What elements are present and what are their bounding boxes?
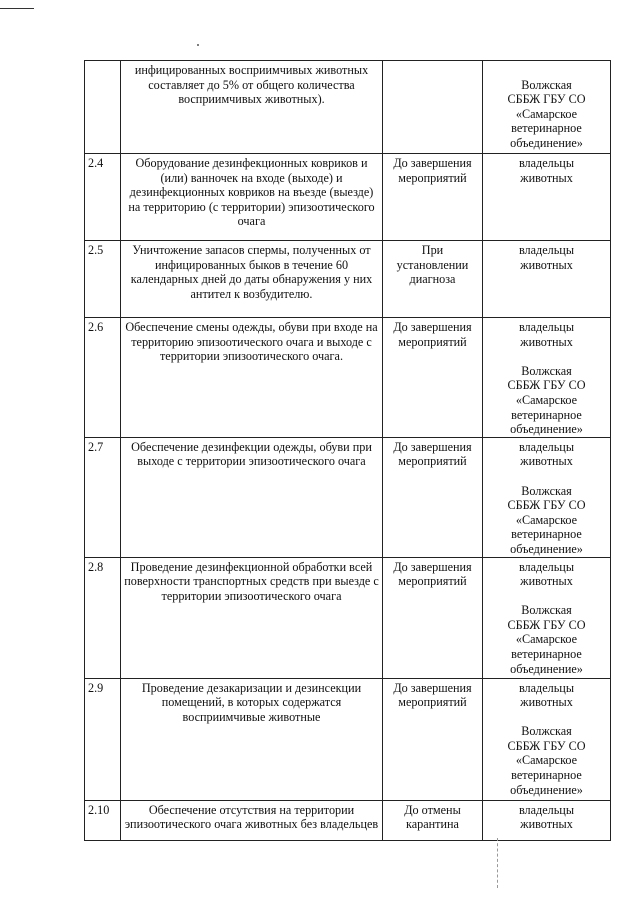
responsible-line: объединение» bbox=[510, 782, 583, 797]
measures-table bbox=[84, 60, 611, 841]
responsible-line: СББЖ ГБУ СО bbox=[507, 498, 586, 513]
responsible-line: животных bbox=[520, 170, 573, 185]
responsible-line: животных bbox=[520, 454, 573, 469]
row-number: 2.10 bbox=[85, 800, 121, 840]
responsible-line: «Самарское bbox=[515, 106, 578, 121]
responsible-line: СББЖ ГБУ СО bbox=[507, 92, 586, 107]
responsible-party bbox=[483, 557, 611, 678]
table-row bbox=[85, 437, 611, 557]
responsible-line: владельцы bbox=[518, 680, 575, 695]
measure-term: До завершения мероприятий bbox=[383, 437, 483, 557]
table-row bbox=[85, 61, 611, 154]
row-number: 2.4 bbox=[85, 154, 121, 241]
row-number: 2.7 bbox=[85, 437, 121, 557]
responsible-line: владельцы bbox=[518, 439, 575, 454]
responsible-line: ветеринарное bbox=[511, 768, 582, 783]
responsible-line bbox=[486, 349, 607, 364]
page-corner-mark bbox=[0, 8, 34, 9]
responsible-line bbox=[486, 63, 607, 78]
measure-term: До завершения мероприятий bbox=[383, 557, 483, 678]
measure-description: Оборудование дезинфекционных ковриков и (или) ванночек на входе (выходе) и дезинфекционных ковриков на въезде (выезде) на территорию (с территории) эпизоотического очага bbox=[121, 154, 383, 241]
measure-description: Обеспечение отсутствия на территории эпизоотического очага животных без владельцев bbox=[121, 800, 383, 840]
responsible-line: ветеринарное bbox=[511, 647, 582, 662]
responsible-line: владельцы bbox=[518, 156, 575, 170]
measure-term: До завершения мероприятий bbox=[383, 154, 483, 241]
measure-description: Проведение дезакаризации и дезинсекции помещений, в которых содержатся восприимчивые животные bbox=[121, 678, 383, 800]
measure-term: До завершения мероприятий bbox=[383, 678, 483, 800]
measures-table-body bbox=[85, 61, 611, 841]
row-number: 2.5 bbox=[85, 241, 121, 318]
responsible-party bbox=[483, 154, 611, 241]
responsible-line: животных bbox=[520, 817, 573, 832]
table-row bbox=[85, 241, 611, 318]
table-row bbox=[85, 800, 611, 840]
measure-description: Уничтожение запасов спермы, полученных от инфицированных быков в течение 60 календарных дней до даты обнаружения у них антител к возбудителю. bbox=[121, 241, 383, 318]
responsible-line: ветеринарное bbox=[511, 527, 582, 542]
responsible-line: объединение» bbox=[510, 422, 583, 437]
measure-term: До завершения мероприятий bbox=[383, 318, 483, 438]
scan-speck bbox=[197, 44, 199, 46]
responsible-line: «Самарское bbox=[515, 632, 578, 647]
row-number bbox=[85, 61, 121, 154]
measure-description: инфицированных восприимчивых животных составляет до 5% от общего количества восприимчивых животных). bbox=[121, 61, 383, 154]
responsible-line: Волжская bbox=[521, 603, 572, 618]
responsible-line: животных bbox=[520, 334, 573, 349]
table-row bbox=[85, 557, 611, 678]
responsible-line: СББЖ ГБУ СО bbox=[507, 378, 586, 393]
measure-term bbox=[383, 61, 483, 154]
responsible-line: ветеринарное bbox=[511, 407, 582, 422]
responsible-line: «Самарское bbox=[515, 753, 578, 768]
responsible-party bbox=[483, 61, 611, 154]
responsible-line: объединение» bbox=[510, 661, 583, 676]
measure-description: Обеспечение дезинфекции одежды, обуви при выходе с территории эпизоотического очага bbox=[121, 437, 383, 557]
table-row bbox=[85, 678, 611, 800]
table-row bbox=[85, 154, 611, 241]
responsible-line: животных bbox=[520, 695, 573, 710]
responsible-line: владельцы bbox=[518, 802, 575, 817]
table-row bbox=[85, 318, 611, 438]
responsible-line: «Самарское bbox=[515, 392, 578, 407]
responsible-line: Волжская bbox=[521, 77, 572, 92]
responsible-line bbox=[486, 589, 607, 604]
responsible-line: «Самарское bbox=[515, 512, 578, 527]
row-number: 2.6 bbox=[85, 318, 121, 438]
responsible-party bbox=[483, 241, 611, 318]
row-number: 2.8 bbox=[85, 557, 121, 678]
responsible-line: СББЖ ГБУ СО bbox=[507, 617, 586, 632]
responsible-line: Волжская bbox=[521, 483, 572, 498]
responsible-line: животных bbox=[520, 257, 573, 272]
responsible-line bbox=[486, 469, 607, 484]
responsible-line: СББЖ ГБУ СО bbox=[507, 738, 586, 753]
responsible-party bbox=[483, 437, 611, 557]
responsible-line: ветеринарное bbox=[511, 121, 582, 136]
measure-term: До отмены карантина bbox=[383, 800, 483, 840]
measure-term: При установлении диагноза bbox=[383, 241, 483, 318]
responsible-line: Волжская bbox=[521, 724, 572, 739]
responsible-line: владельцы bbox=[518, 559, 575, 574]
responsible-line: объединение» bbox=[510, 135, 583, 150]
measure-description: Проведение дезинфекционной обработки всей поверхности транспортных средств при выезде с территории эпизоотического очага bbox=[121, 557, 383, 678]
responsible-party bbox=[483, 318, 611, 438]
responsible-line: Волжская bbox=[521, 363, 572, 378]
responsible-line: владельцы bbox=[518, 320, 575, 334]
row-number: 2.9 bbox=[85, 678, 121, 800]
responsible-party bbox=[483, 678, 611, 800]
responsible-line: животных bbox=[520, 574, 573, 589]
margin-dashed-line bbox=[497, 838, 498, 888]
responsible-line: владельцы bbox=[518, 243, 575, 257]
responsible-line bbox=[486, 710, 607, 725]
responsible-party bbox=[483, 800, 611, 840]
responsible-line: объединение» bbox=[510, 541, 583, 556]
measure-description: Обеспечение смены одежды, обуви при входе на территорию эпизоотического очага и выходе с территории эпизоотического очага. bbox=[121, 318, 383, 438]
